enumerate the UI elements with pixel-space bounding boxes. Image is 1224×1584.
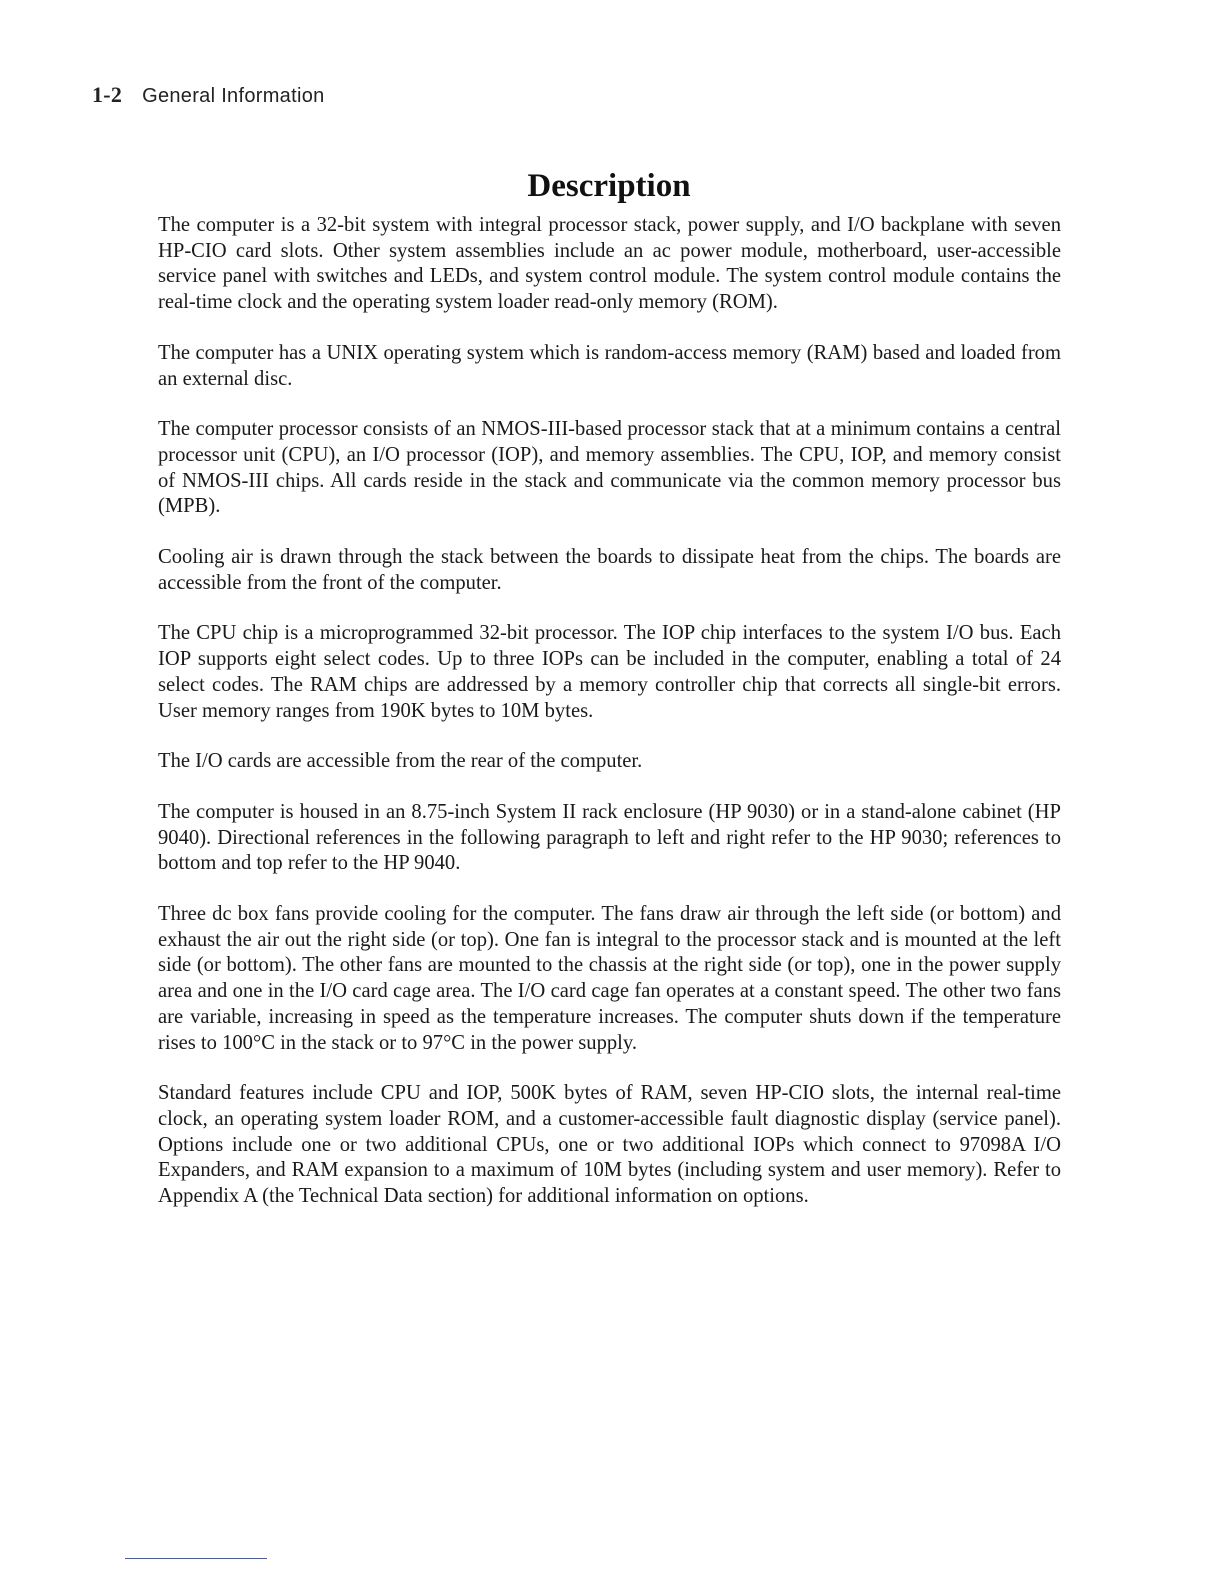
footer-rule [125,1558,267,1559]
section-title: Description [527,168,691,204]
paragraph: Three dc box fans provide cooling for the computer. The fans draw air through the left side (or bottom) and exhaust the air out the right side (or top). One fan is integral to the processor stack and is mounted at the left side (or bottom). The other fans are mounted to the chassis at the right side (or top), one in the power supply area and one in the I/O card cage area. The I/O card cage fan operates at a constant speed. The other two fans are variable, increasing in speed as the temperature increases. The computer shuts down if the temperature rises to 100°C in the stack or to 97°C in the power supply. [158,903,1061,1054]
page-number: 1-2 [92,82,123,107]
running-header [92,82,325,108]
paragraph: The computer is a 32-bit system with integral processor stack, power supply, and I/O backplane with seven HP-CIO card slots. Other system assemblies include an ac power module, motherboard, user-accessible service panel with switches and LEDs, and system control module. The system control module contains the real-time clock and the operating system loader read-only memory (ROM). [158,214,1061,314]
running-title: General Information [142,85,325,107]
body-text [158,213,1061,1235]
paragraph: The computer has a UNIX operating system which is random-access memory (RAM) based and loaded from an external disc. [158,341,1061,390]
paragraph: Cooling air is drawn through the stack between the boards to dissipate heat from the chips. The boards are accessible from the front of the computer. [158,546,1061,594]
paragraph: The computer processor consists of an NMOS-III-based processor stack that at a minimum contains a central processor unit (CPU), an I/O processor (IOP), and memory assemblies. The CPU, IOP, and memory consist of NMOS-III chips. All cards reside in the stack and communicate via the common memory processor bus (MPB). [158,418,1061,518]
paragraph: Standard features include CPU and IOP, 500K bytes of RAM, seven HP-CIO slots, the internal real-time clock, an operating system loader ROM, and a customer-accessible fault diagnostic display (service panel). Options include one or two additional CPUs, one or two additional IOPs which connect to 97098A I/O Expanders, and RAM expansion to a maximum of 10M bytes (including system and user memory). Refer to Appendix A (the Technical Data section) for additional information on options. [158,1082,1061,1208]
paragraph: The computer is housed in an 8.75-inch System II rack enclosure (HP 9030) or in a stand-alone cabinet (HP 9040). Directional references in the following paragraph to left and right refer to the HP 9030; references to bottom and top refer to the HP 9040. [158,800,1061,875]
paragraph: The I/O cards are accessible from the rear of the computer. [158,750,643,773]
paragraph: The CPU chip is a microprogrammed 32-bit processor. The IOP chip interfaces to the system I/O bus. Each IOP supports eight select codes. Up to three IOPs can be included in the computer, enabling a total of 24 select codes. The RAM chips are addressed by a memory controller chip that corrects all single-bit errors. User memory ranges from 190K bytes to 10M bytes. [158,622,1061,722]
